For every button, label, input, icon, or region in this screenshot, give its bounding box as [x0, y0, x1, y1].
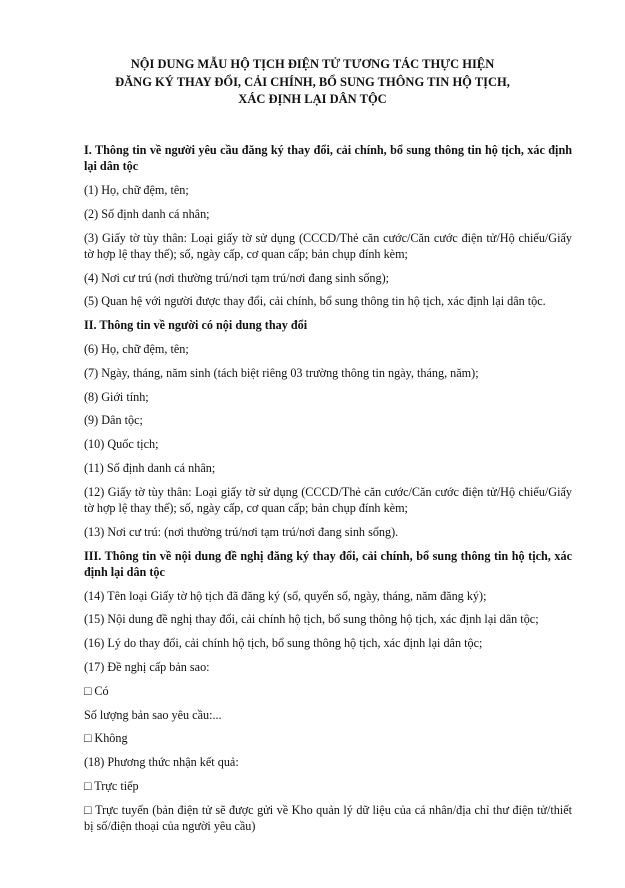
- item-2: (2) Số định danh cá nhân;: [84, 206, 210, 221]
- item-11: (11) Số định danh cá nhân;: [84, 460, 216, 475]
- option-direct: □ Trực tiếp: [84, 778, 139, 793]
- item-6: (6) Họ, chữ đệm, tên;: [84, 341, 189, 356]
- item-4: (4) Nơi cư trú (nơi thường trú/nơi tạm trú/nơi đang sinh sống);: [84, 270, 390, 285]
- title-line-3: XÁC ĐỊNH LẠI DÂN TỘC: [238, 92, 387, 106]
- item-17: (17) Đề nghị cấp bản sao:: [84, 659, 210, 674]
- section-3-heading: III. Thông tin về nội dung đề nghị đăng ký thay đổi, cải chính, bổ sung thông tin hộ tịch, xác định lại dân tộc: [84, 548, 572, 579]
- item-15: (15) Nội dung đề nghị thay đổi, cải chính hộ tịch, bổ sung thông hộ tịch, xác định lại dân tộc;: [84, 612, 539, 627]
- item-7: (7) Ngày, tháng, năm sinh (tách biệt riêng 03 trường thông tin ngày, tháng, năm);: [84, 365, 479, 380]
- option-online: □ Trực tuyến (bản điện tử sẽ được gửi về Kho quản lý dữ liệu của cá nhân/địa chỉ thư điện tử/thiết bị số/điện thoại của người yêu cầu): [84, 802, 572, 833]
- title-line-2: ĐĂNG KÝ THAY ĐỔI, CẢI CHÍNH, BỔ SUNG THÔNG TIN HỘ TỊCH,: [115, 74, 510, 89]
- item-13: (13) Nơi cư trú: (nơi thường trú/nơi tạm trú/nơi đang sinh sống).: [84, 524, 399, 539]
- item-9: (9) Dân tộc;: [84, 413, 143, 428]
- option-copy-yes: □ Có: [84, 683, 109, 698]
- copy-quantity: Số lượng bản sao yêu cầu:...: [84, 707, 222, 722]
- item-16: (16) Lý do thay đổi, cải chính hộ tịch, bổ sung thông hộ tịch, xác định lại dân tộc;: [84, 636, 483, 651]
- item-10: (10) Quốc tịch;: [84, 437, 159, 452]
- option-copy-no: □ Không: [84, 731, 128, 746]
- document-title: [0, 56, 625, 109]
- item-1: (1) Họ, chữ đệm, tên;: [84, 183, 189, 197]
- item-18: (18) Phương thức nhận kết quả:: [84, 755, 239, 770]
- item-8: (8) Giới tính;: [84, 389, 149, 404]
- item-3: (3) Giấy tờ tùy thân: Loại giấy tờ sử dụng (CCCD/Thẻ căn cước/Căn cước điện tử/Hộ chiếu/Giấy tờ hợp lệ thay thế); số, ngày cấp, cơ quan cấp; bản chụp đính kèm;: [84, 230, 572, 261]
- item-5: (5) Quan hệ với người được thay đổi, cải chính, bổ sung thông tin hộ tịch, xác định lại dân tộc.: [84, 294, 546, 309]
- item-12: (12) Giấy tờ tùy thân: Loại giấy tờ sử dụng (CCCD/Thẻ căn cước/Căn cước điện tử/Hộ chiếu/Giấy tờ hợp lệ thay thế); số, ngày cấp, cơ quan cấp; bản chụp đính kèm;: [84, 484, 572, 515]
- section-2-heading: II. Thông tin về người có nội dung thay đổi: [84, 318, 308, 333]
- document-body: [84, 142, 572, 842]
- section-1-heading: I. Thông tin về người yêu cầu đăng ký thay đổi, cải chính, bổ sung thông tin hộ tịch, xác định lại dân tộc: [84, 143, 572, 174]
- title-line-1: NỘI DUNG MẪU HỘ TỊCH ĐIỆN TỬ TƯƠNG TÁC THỰC HIỆN: [130, 57, 495, 71]
- item-14: (14) Tên loại Giấy tờ hộ tịch đã đăng ký (số, quyển số, ngày, tháng, năm đăng ký);: [84, 588, 487, 603]
